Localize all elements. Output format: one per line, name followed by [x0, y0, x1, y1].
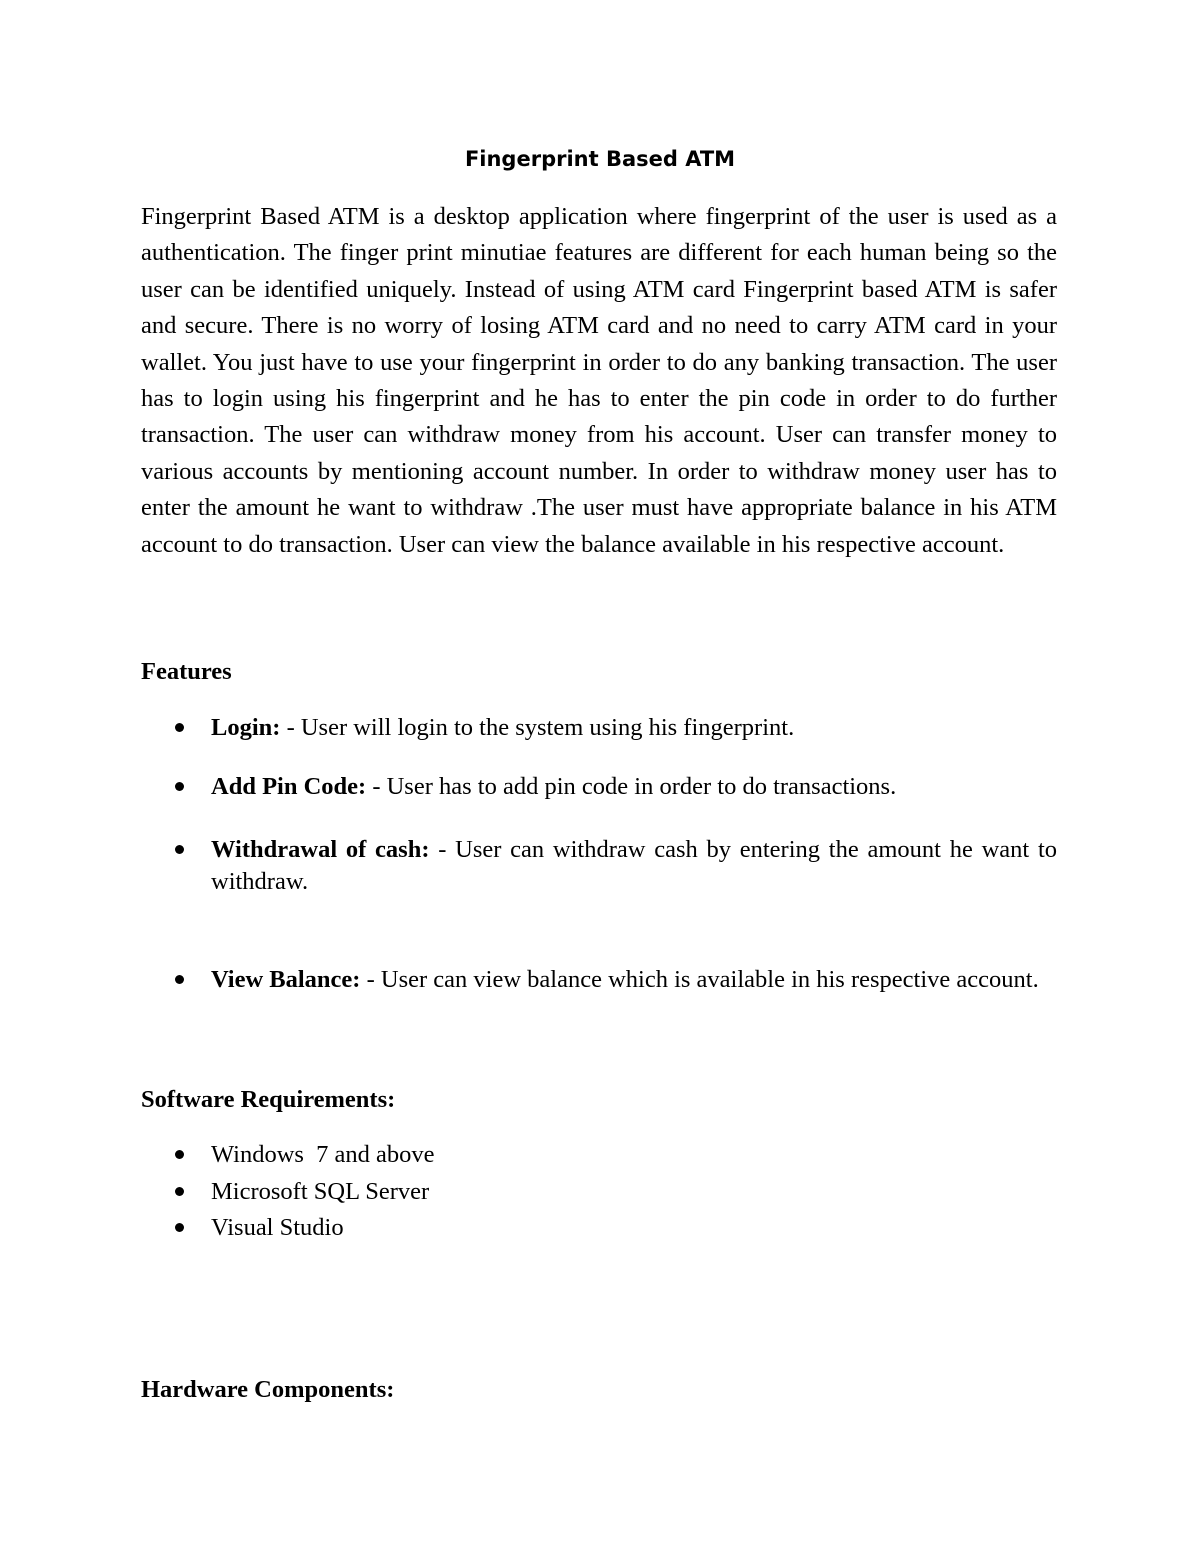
- bullet-icon: [175, 1223, 184, 1232]
- software-item: [211, 1139, 435, 1171]
- bullet-icon: [175, 1150, 184, 1159]
- feature-label: Add Pin Code:: [211, 773, 367, 800]
- hardware-components-heading: Hardware Components:: [141, 1376, 395, 1403]
- feature-text: - User has to add pin code in order to do transactions.: [366, 773, 897, 800]
- bullet-icon: [175, 1187, 184, 1196]
- feature-text: - User can view balance which is available in his respective account.: [360, 966, 1039, 993]
- bullet-icon: [175, 723, 184, 732]
- feature-label: View Balance:: [211, 966, 361, 993]
- intro-paragraph: Fingerprint Based ATM is a desktop application where fingerprint of the user is used as a authentication. The finger print minutiae features are different for each human being so the user can be identified uniquely. Instead of using ATM card Fingerprint based ATM is safer and secure. There is no worry of losing ATM card and no need to carry ATM card in your wallet. You just have to use your fingerprint in order to do any banking transaction. The user has to login using his fingerprint and he has to enter the pin code in order to do further transaction. The user can withdraw money from his account. User can transfer money to various accounts by mentioning account number. In order to withdraw money user has to enter the amount he want to withdraw .The user must have appropriate balance in his ATM account to do transaction. User can view the balance available in his respective account.: [141, 203, 1057, 558]
- feature-item-add-pin-code: [211, 771, 1057, 803]
- features-heading: Features: [141, 658, 232, 685]
- bullet-icon: [175, 845, 184, 854]
- bullet-icon: [175, 975, 184, 984]
- software-item-text: Visual Studio: [211, 1214, 344, 1241]
- feature-item-login: [211, 712, 1057, 744]
- feature-text: - User will login to the system using his fingerprint.: [280, 714, 795, 741]
- software-item-text: Windows 7 and above: [211, 1141, 435, 1168]
- feature-label: Login:: [211, 714, 281, 741]
- feature-label: Withdrawal of cash:: [211, 836, 430, 863]
- bullet-icon: [175, 782, 184, 791]
- software-requirements-heading: Software Requirements:: [141, 1086, 396, 1113]
- software-item-text: Microsoft SQL Server: [211, 1178, 430, 1205]
- software-item: [211, 1212, 344, 1244]
- feature-text: - User can withdraw cash by entering the amount he want to withdraw.: [211, 836, 1057, 895]
- software-item: [211, 1176, 429, 1208]
- document-title: Fingerprint Based ATM: [464, 147, 736, 171]
- feature-item-view-balance: [211, 964, 1057, 996]
- feature-item-withdrawal: [211, 834, 1057, 898]
